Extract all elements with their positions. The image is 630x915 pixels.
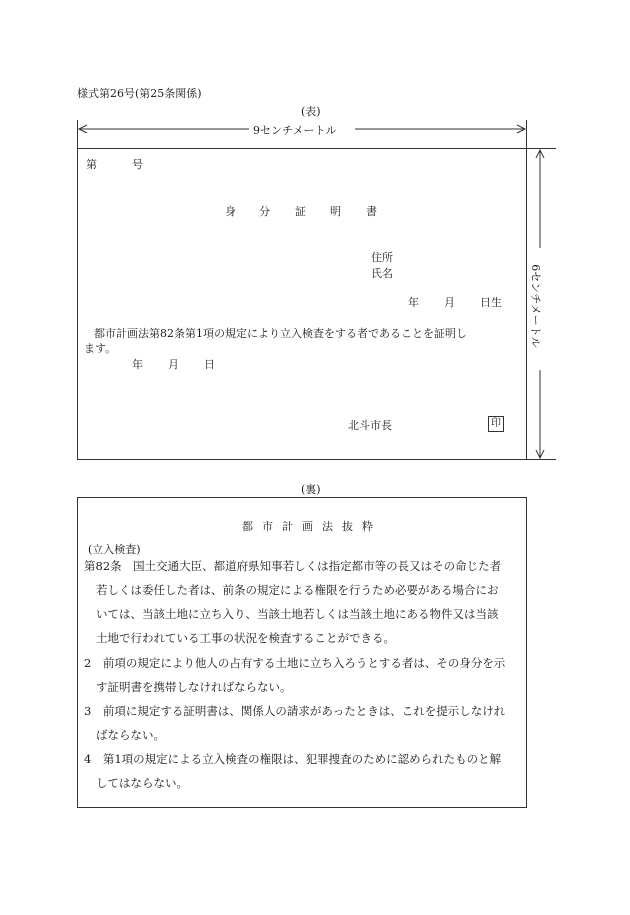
issuer-name: 北斗市長 xyxy=(348,419,392,432)
article-82-line-3: いては、当該土地に立ち入り、当該土地若しくは当該土地にある物件又は当該 xyxy=(96,607,499,621)
paragraph-2-line-2: す証明書を携帯しなければならない。 xyxy=(96,680,292,694)
paragraph-2-line-1: 2 前項の規定により他人の占有する土地に立ち入ろうとする者は、その身分を示 xyxy=(84,656,506,670)
birth-year-label: 年 xyxy=(408,296,419,309)
statement-line-2: ます。 xyxy=(84,342,117,355)
front-label: (表) xyxy=(301,105,321,118)
front-title-char: 分 xyxy=(259,205,270,218)
back-title-char: 画 xyxy=(302,520,313,533)
paragraph-4-line-2: してはならない。 xyxy=(96,776,188,790)
height-dimension-label: 6センチメートル xyxy=(528,264,542,348)
statement-line-1: 都市計画法第82条第1項の規定により立入検査をする者であることを証明し xyxy=(94,327,467,340)
article-82-line-1: 第82条 国土交通大臣、都道府県知事若しくは指定都市等の長又はその命じた者 xyxy=(84,559,502,573)
back-title-char: 粋 xyxy=(362,520,373,533)
front-title-char: 身 xyxy=(225,205,236,218)
name-label: 氏名 xyxy=(371,267,393,280)
address-label: 住所 xyxy=(371,251,393,264)
seal-stamp: 印 xyxy=(488,416,504,432)
id-card-front xyxy=(77,148,527,460)
article-82-line-2: 若しくは委任した者は、前条の規定による権限を行うため必要がある場合にお xyxy=(96,583,499,597)
birth-day-label: 日生 xyxy=(480,296,502,309)
issue-month-label: 月 xyxy=(168,358,179,371)
certificate-number-suffix: 号 xyxy=(132,158,143,171)
paragraph-4-line-1: 4 第1項の規定による立入検査の権限は、犯罪捜査のために認められたものと解 xyxy=(84,752,502,766)
front-title-char: 書 xyxy=(366,205,377,218)
front-title-char: 明 xyxy=(330,205,341,218)
width-dimension-label: 9センチメートル xyxy=(253,124,337,137)
back-title-char: 市 xyxy=(262,520,273,533)
back-label: (裏) xyxy=(301,483,321,496)
front-title xyxy=(225,203,236,219)
back-title-char: 計 xyxy=(282,520,293,533)
front-title-char: 証 xyxy=(295,205,306,218)
issue-year-label: 年 xyxy=(132,358,143,371)
issue-day-label: 日 xyxy=(204,358,215,371)
paragraph-3-line-2: ばならない。 xyxy=(96,728,165,742)
certificate-number-prefix: 第 xyxy=(86,158,97,171)
back-title-char: 法 xyxy=(322,520,333,533)
birth-month-label: 月 xyxy=(444,296,455,309)
form-number: 様式第26号(第25条関係) xyxy=(77,87,202,100)
article-82-line-4: 土地で行われている工事の状況を検査することができる。 xyxy=(96,631,395,645)
back-title-char: 抜 xyxy=(342,520,353,533)
back-title-char: 都 xyxy=(242,520,253,533)
section-heading: (立入検査) xyxy=(88,543,141,556)
paragraph-3-line-1: 3 前項に規定する証明書は、関係人の請求があったときは、これを提示しなけれ xyxy=(84,704,506,718)
